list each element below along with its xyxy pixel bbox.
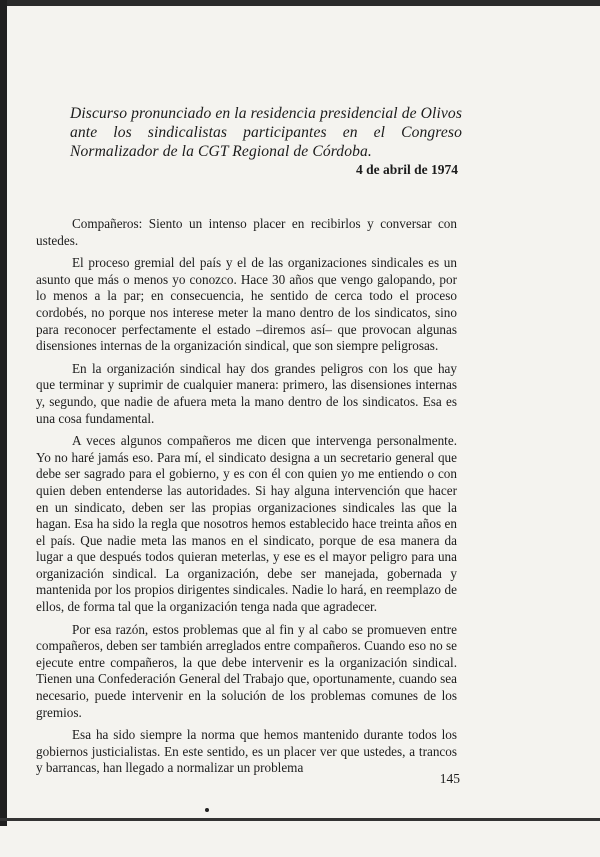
speech-date: 4 de abril de 1974: [355, 162, 458, 177]
speech-heading: Discurso pronunciado en la residencia presidencial de Olivos ante los sindicalistas participantes en el Congreso Normalizador de la CGT Regional de Córdoba.: [70, 105, 462, 160]
page-number: 145: [439, 771, 460, 786]
scan-border-bottom: [0, 818, 600, 821]
paragraph: A veces algunos compañeros me dicen que intervenga personalmente. Yo no haré jamás eso. Para mí, el sindicato designa a un secretario general que debe ser sagrado para el gobierno, y es con él con quien yo me entiendo o con quien deben entenderse las autoridades. Si hay alguna intervención que hacer en un sindicato, deben ser las propias organizaciones sindicales las que la hagan. Esa ha sido la regla que nosotros hemos establecido hace treinta años en el país. Que nadie meta las manos en el sindicato, porque de esa manera da lugar a que después todos quieran meterlas, y ese es el mayor peligro para una organización sindical. La organización, debe ser manejada, gobernada y mantenida por los propios dirigentes sindicales. Nadie lo hará, en reemplazo de ellos, de forma tal que la organización tenga nada que agradecer.: [36, 433, 457, 615]
paragraph: Por esa razón, estos problemas que al fin y al cabo se promueven entre compañeros, deben ser también arreglados entre compañeros. Cuando eso no se ejecute entre compañeros, la que debe intervenir es la organización sindical. Tienen una Confederación General del Trabajo que, oportunamente, cuando sea necesario, puede intervenir en la solución de los problemas comunes de los gremios.: [36, 621, 457, 720]
scan-border-top: [0, 0, 600, 6]
paragraph: Esa ha sido siempre la norma que hemos mantenido durante todos los gobiernos justicialistas. En este sentido, es un placer ver que ustedes, a trancos y barrancas, han llegado a normalizar un problema: [36, 727, 457, 776]
paragraph: El proceso gremial del país y el de las organizaciones sindicales es un asunto que más o menos yo conozco. Hace 30 años que vengo galopando, por lo menos a la par; en consecuencia, he sentido de cerca todo el proceso cordobés, no porque nos interese meter la mano dentro de los sindicatos, sino para reconocer perfectamente el estado –diremos así– que provocan algunas disensiones internas de la organización sindical, que son siempre peligrosas.: [36, 255, 457, 354]
paragraph: En la organización sindical hay dos grandes peligros con los que hay que terminar y suprimir de cualquier manera: primero, las disensiones internas y, segundo, que nadie de afuera meta la mano dentro de los sindicatos. Esa es una cosa fundamental.: [36, 360, 457, 426]
paragraph: Compañeros: Siento un intenso placer en recibirlos y conversar con ustedes.: [36, 216, 457, 248]
scan-speck: [205, 808, 209, 812]
speech-body: [36, 216, 457, 783]
scan-border-left: [0, 0, 7, 826]
